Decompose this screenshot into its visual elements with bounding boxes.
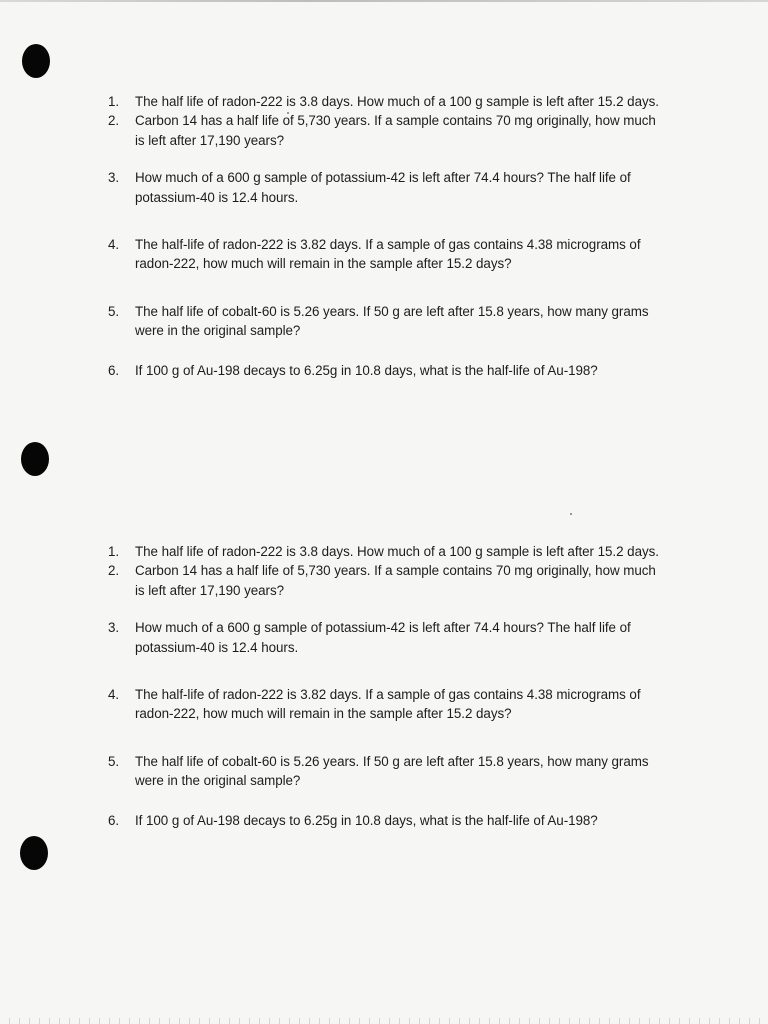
- question-number: 2.: [108, 113, 120, 129]
- scan-speck: [570, 513, 572, 515]
- question-text: Carbon 14 has a half life of 5,730 years. If a sample contains 70 mg originally, how much is left after 17,190 years?: [135, 113, 656, 148]
- question-number: 3.: [108, 170, 120, 186]
- question-number: 6.: [108, 362, 120, 378]
- question-text: How much of a 600 g sample of potassium-42 is left after 74.4 hours? The half life of potassium-40 is 12.4 hours.: [135, 620, 631, 655]
- question-list-top: [108, 92, 668, 380]
- question-number: 4.: [108, 687, 120, 703]
- question-number: 5.: [108, 753, 120, 769]
- question-text: How much of a 600 g sample of potassium-42 is left after 74.4 hours? The half life of potassium-40 is 12.4 hours.: [135, 170, 631, 205]
- question-text: The half life of radon-222 is 3.8 days. How much of a 100 g sample is left after 15.2 days.: [135, 544, 659, 559]
- question-text: The half-life of radon-222 is 3.82 days. If a sample of gas contains 4.38 micrograms of radon-222, how much will remain in the sample after 15.2 days?: [135, 237, 641, 272]
- question-number: 2.: [108, 563, 120, 579]
- question-text: Carbon 14 has a half life of 5,730 years. If a sample contains 70 mg originally, how much is left after 17,190 years?: [135, 563, 656, 598]
- question-2: [108, 561, 668, 600]
- question-2: [108, 111, 668, 150]
- question-1: [108, 92, 668, 111]
- question-number: 1.: [108, 94, 120, 109]
- question-4: [108, 235, 668, 274]
- question-number: 5.: [108, 303, 120, 319]
- question-3: [108, 168, 668, 207]
- question-5: [108, 752, 668, 791]
- question-number: 6.: [108, 812, 120, 828]
- question-text: The half life of cobalt-60 is 5.26 years. If 50 g are left after 15.8 years, how many grams were in the original sample?: [135, 753, 649, 789]
- punch-hole-middle: [21, 442, 49, 476]
- question-text: The half life of radon-222 is 3.8 days. How much of a 100 g sample is left after 15.2 days.: [135, 94, 659, 109]
- question-6: [108, 361, 668, 380]
- question-number: 3.: [108, 620, 120, 636]
- question-text: The half-life of radon-222 is 3.82 days. If a sample of gas contains 4.38 micrograms of radon-222, how much will remain in the sample after 15.2 days?: [135, 687, 641, 722]
- punch-hole-top: [22, 44, 50, 78]
- scan-top-edge: [0, 0, 768, 2]
- question-list-bottom: [108, 542, 668, 830]
- question-4: [108, 685, 668, 724]
- question-number: 1.: [108, 544, 120, 559]
- question-5: [108, 302, 668, 341]
- question-6: [108, 811, 668, 830]
- question-3: [108, 618, 668, 657]
- scan-bottom-noise: [0, 1018, 768, 1024]
- question-text: If 100 g of Au-198 decays to 6.25g in 10.8 days, what is the half-life of Au-198?: [135, 812, 598, 828]
- question-1: [108, 542, 668, 561]
- punch-hole-bottom: [20, 836, 48, 870]
- question-number: 4.: [108, 237, 120, 253]
- question-text: If 100 g of Au-198 decays to 6.25g in 10.8 days, what is the half-life of Au-198?: [135, 362, 598, 378]
- question-text: The half life of cobalt-60 is 5.26 years. If 50 g are left after 15.8 years, how many grams were in the original sample?: [135, 303, 649, 339]
